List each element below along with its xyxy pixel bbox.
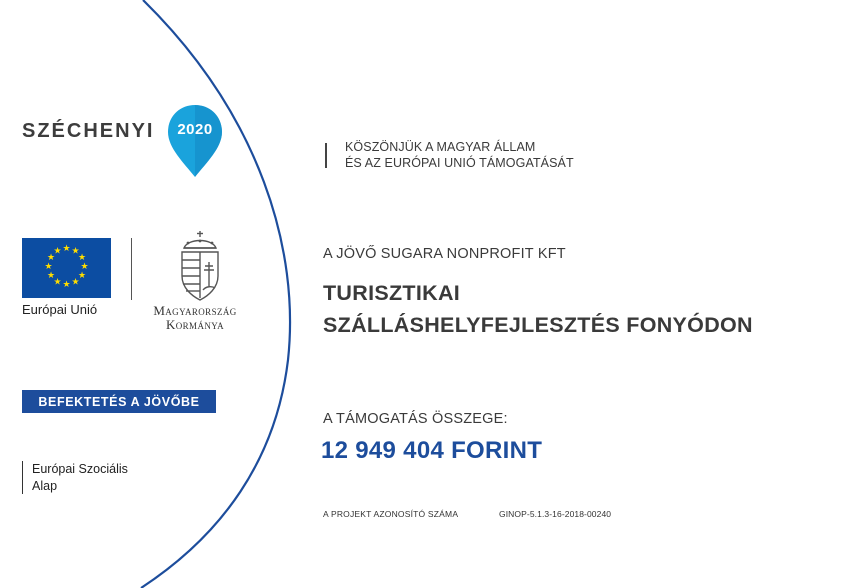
project-title-line2: SZÁLLÁSHELYFEJLESZTÉS FONYÓDON — [323, 313, 753, 337]
eu-flag-icon — [22, 238, 111, 298]
esf-divider — [22, 461, 23, 494]
svg-text:★: ★ — [77, 253, 87, 263]
project-title — [323, 277, 753, 341]
project-id-value: GINOP-5.1.3-16-2018-00240 — [499, 509, 612, 519]
svg-text:★: ★ — [53, 277, 62, 288]
amount-value: 12 949 404 FORINT — [321, 437, 543, 464]
svg-text:★: ★ — [71, 277, 80, 288]
government-label — [140, 304, 250, 332]
svg-text:★: ★ — [46, 253, 56, 263]
location-pin-icon — [166, 103, 224, 179]
svg-text:★: ★ — [62, 244, 71, 254]
szechenyi-wordmark: SZÉCHENYI — [22, 120, 155, 142]
project-title-line1: TURISZTIKAI — [323, 281, 461, 305]
esf-label — [32, 461, 128, 495]
project-id-label: A PROJEKT AZONOSÍTÓ SZÁMA — [323, 509, 459, 519]
thanks-line1: KÖSZÖNJÜK A MAGYAR ÁLLAM — [345, 140, 536, 154]
amount-label: A TÁMOGATÁS ÖSSZEGE: — [323, 411, 508, 427]
organization-name: A JÖVŐ SUGARA NONPROFIT KFT — [323, 246, 566, 262]
svg-text:★: ★ — [80, 262, 89, 272]
thanks-divider — [325, 143, 327, 168]
svg-text:★: ★ — [53, 246, 62, 257]
government-label-line2: Kormánya — [165, 317, 225, 332]
thanks-line2: ÉS AZ EURÓPAI UNIÓ TÁMOGATÁSÁT — [345, 156, 574, 170]
svg-text:★: ★ — [62, 280, 71, 290]
esf-label-line2: Alap — [32, 479, 58, 493]
eu-label: Európai Unió — [22, 302, 98, 317]
invest-badge: BEFEKTETÉS A JÖVŐBE — [22, 390, 216, 413]
logo-divider — [131, 238, 132, 300]
svg-text:★: ★ — [77, 271, 87, 281]
thanks-text — [345, 139, 574, 171]
svg-text:★: ★ — [44, 262, 53, 272]
esf-label-line1: Európai Szociális — [32, 462, 128, 476]
hungarian-crest-icon — [174, 230, 226, 302]
szechenyi-year: 2020 — [177, 121, 213, 138]
svg-text:★: ★ — [71, 246, 80, 257]
svg-text:★: ★ — [46, 271, 56, 281]
government-label-line1: Magyarország — [153, 303, 237, 318]
